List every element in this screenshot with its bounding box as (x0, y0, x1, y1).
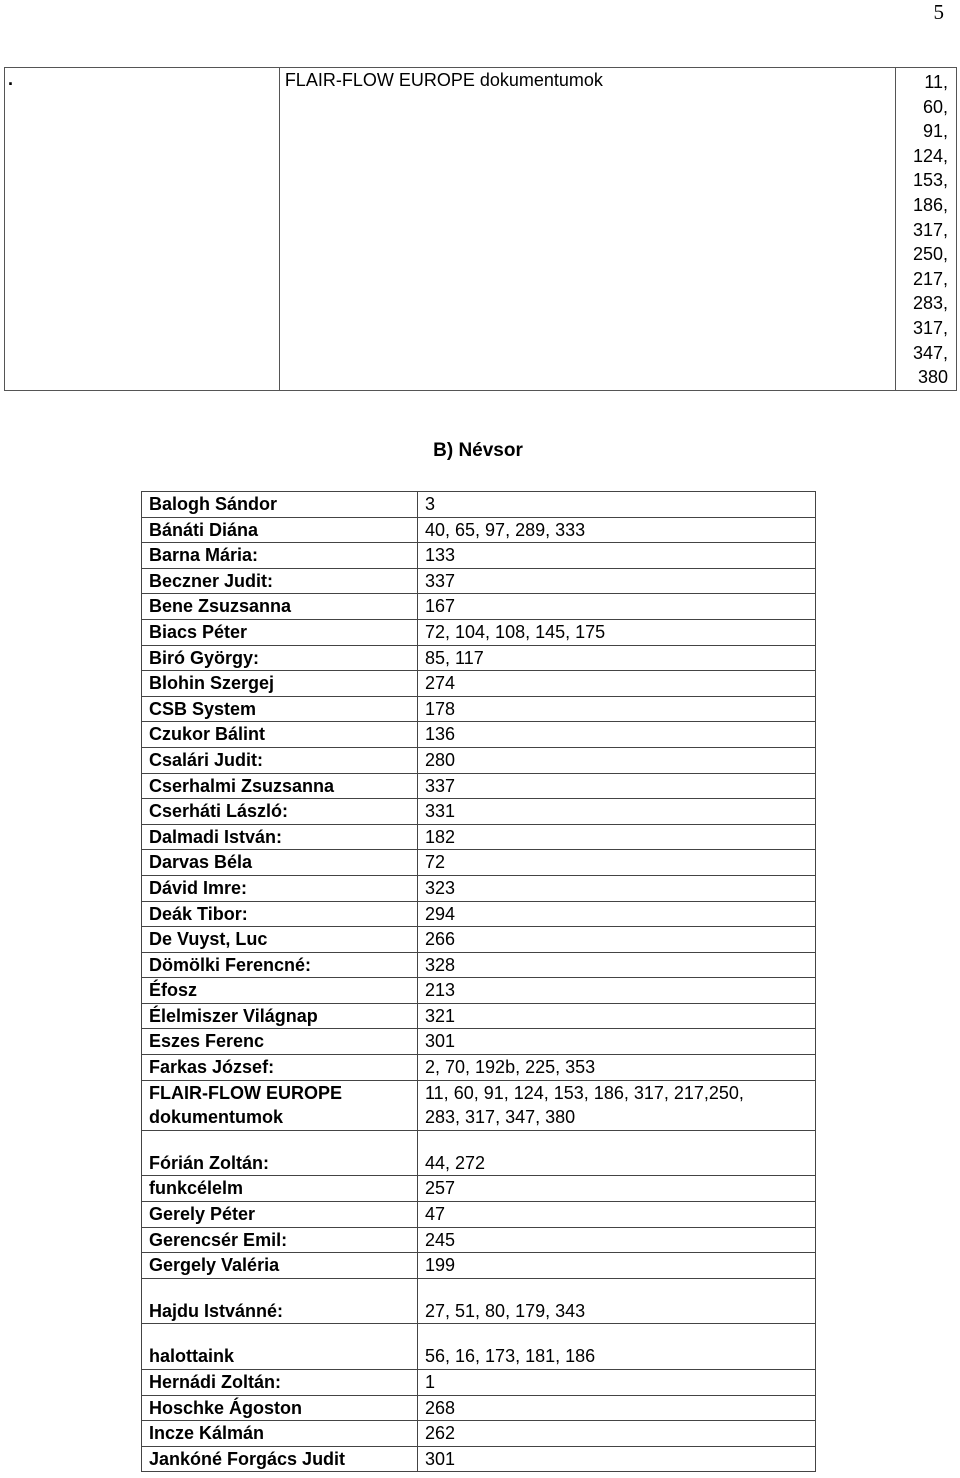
name-index-table (141, 491, 816, 1472)
page-ref: 347, (912, 342, 948, 363)
index-pages: 47 (418, 1202, 816, 1228)
table-row (142, 824, 816, 850)
index-pages: 3 (418, 492, 816, 518)
index-pages (418, 1080, 816, 1130)
table-row (142, 1227, 816, 1253)
index-name: Barna Mária: (142, 543, 418, 569)
table-row (142, 875, 816, 901)
index-pages: 280 (418, 747, 816, 773)
index-pages: 1 (418, 1370, 816, 1396)
index-name: Darvas Béla (142, 850, 418, 876)
page-ref: 11, (924, 72, 948, 92)
index-name: Fórián Zoltán: (142, 1130, 418, 1176)
top-table-cell-pages (896, 68, 957, 391)
index-name: Cserháti László: (142, 799, 418, 825)
index-name: Balogh Sándor (142, 492, 418, 518)
index-name: Beczner Judit: (142, 568, 418, 594)
index-pages: 262 (418, 1421, 816, 1447)
table-row (142, 645, 816, 671)
top-index-table (4, 67, 957, 391)
page-ref: 91, (922, 121, 948, 142)
index-pages: 85, 117 (418, 645, 816, 671)
index-name: Bene Zsuzsanna (142, 594, 418, 620)
index-name: Éfosz (142, 978, 418, 1004)
index-name: Hoschke Ágoston (142, 1395, 418, 1421)
index-pages: 72, 104, 108, 145, 175 (418, 619, 816, 645)
table-row (142, 696, 816, 722)
index-pages: 167 (418, 594, 816, 620)
index-pages: 337 (418, 568, 816, 594)
page-ref: 186, (912, 194, 948, 215)
index-pages: 2, 70, 192b, 225, 353 (418, 1055, 816, 1081)
index-pages: 178 (418, 696, 816, 722)
index-name: Gerencsér Emil: (142, 1227, 418, 1253)
index-pages: 245 (418, 1227, 816, 1253)
index-name: funkcélelm (142, 1176, 418, 1202)
table-row (142, 1202, 816, 1228)
index-name: Farkas József: (142, 1055, 418, 1081)
table-row (142, 1395, 816, 1421)
page-ref: 317, (912, 317, 948, 338)
index-name: Eszes Ferenc (142, 1029, 418, 1055)
table-row (142, 543, 816, 569)
index-pages-line: 283, 317, 347, 380 (425, 1107, 576, 1128)
table-row (142, 1421, 816, 1447)
table-row (142, 722, 816, 748)
table-row (142, 671, 816, 697)
top-table-row (5, 68, 957, 391)
index-name: Incze Kálmán (142, 1421, 418, 1447)
index-pages: 266 (418, 927, 816, 953)
index-pages-line: 11, 60, 91, 124, 153, 186, 317, 217,250, (425, 1082, 744, 1103)
index-pages: 56, 16, 173, 181, 186 (418, 1324, 816, 1370)
section-title (0, 440, 960, 462)
table-row (142, 927, 816, 953)
table-row (142, 952, 816, 978)
index-name: Biacs Péter (142, 619, 418, 645)
index-name: Deák Tibor: (142, 901, 418, 927)
table-row (142, 1080, 816, 1130)
table-row (142, 799, 816, 825)
table-row (142, 850, 816, 876)
page-ref: 283, (912, 293, 948, 314)
index-pages: 301 (418, 1446, 816, 1472)
table-row (142, 901, 816, 927)
table-row (142, 747, 816, 773)
index-name: halottaink (142, 1324, 418, 1370)
index-name: Gergely Valéria (142, 1253, 418, 1279)
index-pages: 182 (418, 824, 816, 850)
page-ref: 380 (917, 367, 948, 388)
table-row (142, 1446, 816, 1472)
index-name: Czukor Bálint (142, 722, 418, 748)
index-pages: 27, 51, 80, 179, 343 (418, 1278, 816, 1324)
index-pages: 328 (418, 952, 816, 978)
table-row (142, 1324, 816, 1370)
index-name: Jankóné Forgács Judit (142, 1446, 418, 1472)
table-row (142, 978, 816, 1004)
index-name: Cserhalmi Zsuzsanna (142, 773, 418, 799)
table-row (142, 619, 816, 645)
page-ref: 124, (912, 145, 948, 166)
index-name: Dalmadi István: (142, 824, 418, 850)
table-row (142, 1029, 816, 1055)
index-name: Dávid Imre: (142, 875, 418, 901)
table-row (142, 517, 816, 543)
index-pages: 331 (418, 799, 816, 825)
index-name: Dömölki Ferencné: (142, 952, 418, 978)
index-pages: 133 (418, 543, 816, 569)
index-name: Hajdu Istvánné: (142, 1278, 418, 1324)
index-name (142, 1080, 418, 1130)
index-pages: 268 (418, 1395, 816, 1421)
table-row (142, 1003, 816, 1029)
table-row (142, 492, 816, 518)
index-pages: 321 (418, 1003, 816, 1029)
index-pages: 323 (418, 875, 816, 901)
page-ref: 153, (912, 170, 948, 191)
index-name: Hernádi Zoltán: (142, 1370, 418, 1396)
index-name: Csalári Judit: (142, 747, 418, 773)
index-pages: 136 (418, 722, 816, 748)
top-table-cell-marker: . (5, 68, 280, 391)
page-ref: 250, (912, 244, 948, 265)
page-ref: 317, (912, 219, 948, 240)
table-row (142, 594, 816, 620)
table-row (142, 1130, 816, 1176)
index-pages: 199 (418, 1253, 816, 1279)
index-pages: 337 (418, 773, 816, 799)
index-name-line: FLAIR-FLOW EUROPE (149, 1082, 342, 1103)
table-row (142, 1176, 816, 1202)
page-number: 5 (933, 0, 944, 24)
index-pages: 301 (418, 1029, 816, 1055)
index-name: Bánáti Diána (142, 517, 418, 543)
index-pages: 257 (418, 1176, 816, 1202)
index-name: Élelmiszer Világnap (142, 1003, 418, 1029)
page-ref: 60, (922, 96, 948, 117)
page-ref: 217, (912, 268, 948, 289)
table-row (142, 1055, 816, 1081)
index-pages: 40, 65, 97, 289, 333 (418, 517, 816, 543)
table-row (142, 1370, 816, 1396)
index-pages: 274 (418, 671, 816, 697)
index-name: Blohin Szergej (142, 671, 418, 697)
table-row (142, 1253, 816, 1279)
table-row (142, 773, 816, 799)
index-pages: 294 (418, 901, 816, 927)
index-name: De Vuyst, Luc (142, 927, 418, 953)
index-pages: 213 (418, 978, 816, 1004)
index-name: CSB System (142, 696, 418, 722)
table-row (142, 1278, 816, 1324)
table-row (142, 568, 816, 594)
top-table-cell-title: FLAIR-FLOW EUROPE dokumentumok (279, 68, 896, 391)
index-pages: 72 (418, 850, 816, 876)
section-title-text: B) Névsor (433, 440, 523, 461)
index-name: Biró György: (142, 645, 418, 671)
index-name: Gerely Péter (142, 1202, 418, 1228)
index-pages: 44, 272 (418, 1130, 816, 1176)
index-name-line: dokumentumok (149, 1107, 284, 1128)
